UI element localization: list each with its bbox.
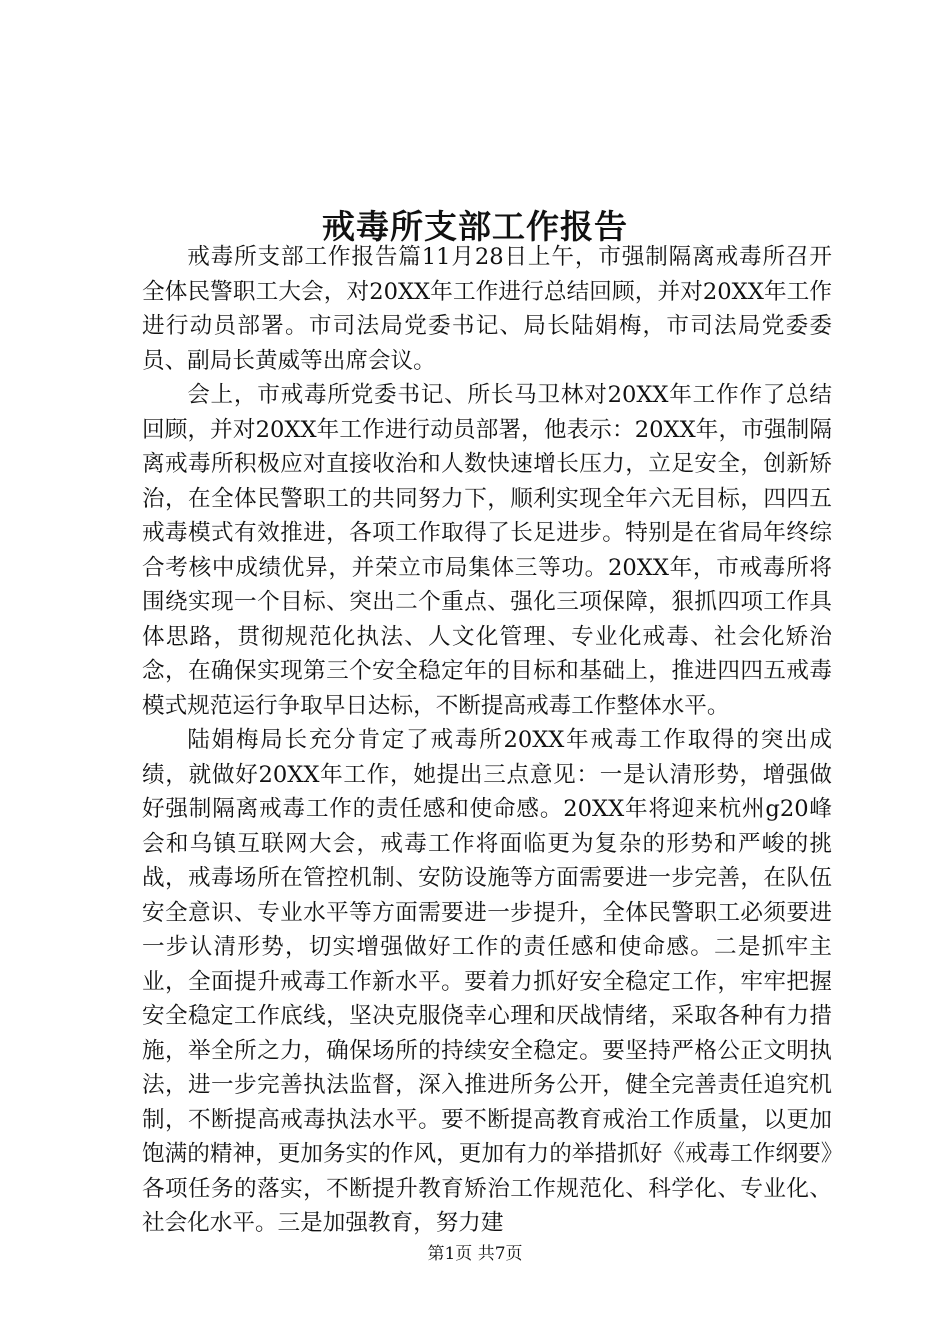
page-number: 第1页 共7页 [427,1244,523,1264]
paragraph-1: 戒毒所支部工作报告篇11月28日上午，市强制隔离戒毒所召开全体民警职工大会，对20XX年工作进行总结回顾，并对20XX年工作进行动员部署。市司法局党委书记、局长陆娟梅，市司法局党委委员、副局长黄威等出席会议。 [142,244,832,374]
paragraph-3: 陆娟梅局长充分肯定了戒毒所20XX年戒毒工作取得的突出成绩，就做好20XX年工作，她提出三点意见：一是认清形势，增强做好强制隔离戒毒工作的责任感和使命感。20XX年将迎来杭州g20峰会和乌镇互联网大会，戒毒工作将面临更为复杂的形势和严峻的挑战，戒毒场所在管控机制、安防设施等方面需要进一步完善，在队伍安全意识、专业水平等方面需要进一步提升，全体民警职工必须要进一步认清形势，切实增强做好工作的责任感和使命感。二是抓牢主业，全面提升戒毒工作新水平。要着力抓好安全稳定工作，牢牢把握安全稳定工作底线，坚决克服侥幸心理和厌战情绪，采取各种有力措施，举全所之力，确保场所的持续安全稳定。要坚持严格公正文明执法，进一步完善执法监督，深入推进所务公开，健全完善责任追究机制，不断提高戒毒执法水平。要不断提高教育戒治工作质量，以更加饱满的精神，更加务实的作风，更加有力的举措抓好《戒毒工作纲要》各项任务的落实，不断提升教育矫治工作规范化、科学化、专业化、社会化水平。三是加强教育，努力建 [142,727,832,1236]
document-title: 戒毒所支部工作报告 [322,207,628,247]
document-body [142,240,832,1241]
paragraph-2: 会上，市戒毒所党委书记、所长马卫林对20XX年工作作了总结回顾，并对20XX年工作进行动员部署，他表示：20XX年，市强制隔离戒毒所积极应对直接收治和人数快速增长压力，立足安全，创新矫治，在全体民警职工的共同努力下，顺利实现全年六无目标，四四五戒毒模式有效推进，各项工作取得了长足进步。特别是在省局年终综合考核中成绩优异，并荣立市局集体三等功。20XX年，市戒毒所将围绕实现一个目标、突出二个重点、强化三项保障，狠抓四项工作具体思路，贯彻规范化执法、人文化管理、专业化戒毒、社会化矫治念，在确保实现第三个安全稳定年的目标和基础上，推进四四五戒毒模式规范运行争取早日达标，不断提高戒毒工作整体水平。 [142,382,832,719]
